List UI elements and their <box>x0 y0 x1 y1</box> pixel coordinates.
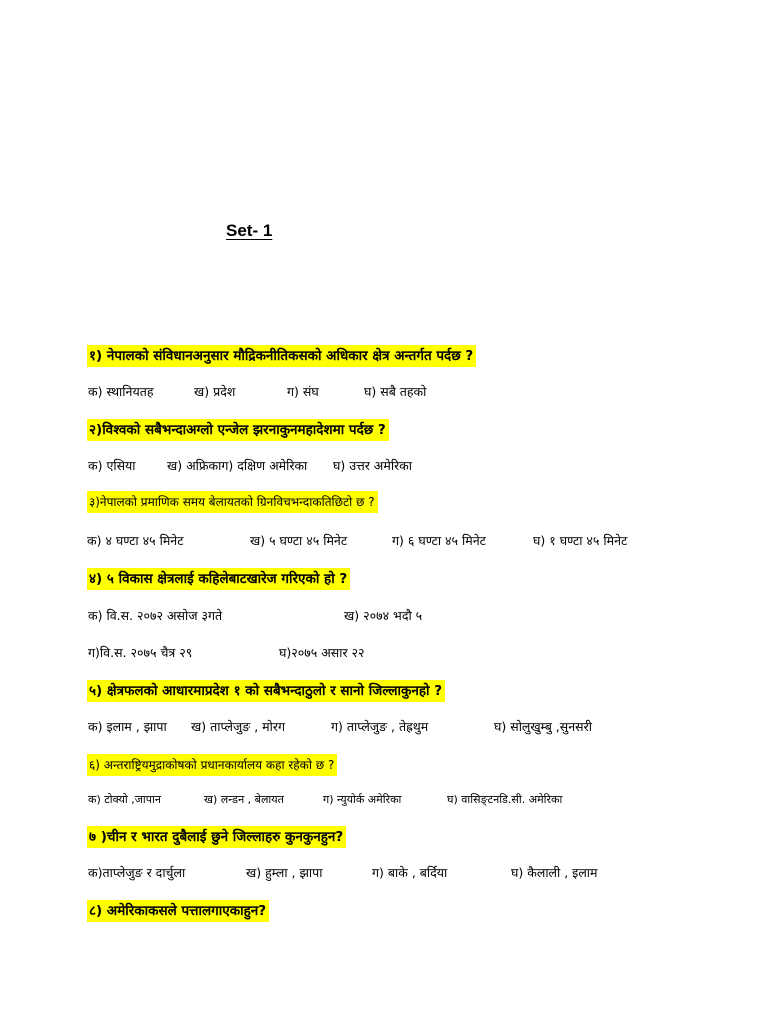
option: ख) अफ्रिकाग) दक्षिण अमेरिका <box>167 458 308 473</box>
option: क)ताप्लेजुङ र दार्चुला <box>88 865 186 880</box>
option: क) वि.स. २०७२ असोज ३गते <box>88 608 223 623</box>
question-3-options <box>87 531 627 551</box>
question-4-options-row-1 <box>88 606 422 626</box>
question-6: ६) अन्तराष्ट्रियमुद्राकोषको प्रधानकार्यालय कहा रहेको छ ? <box>87 754 337 776</box>
option: ग) ६ घण्टा ४५ मिनेट <box>392 533 486 548</box>
option: घ) १ घण्टा ४५ मिनेट <box>533 533 628 548</box>
option: ग) संघ <box>287 384 319 399</box>
question-4: ४) ५ विकास क्षेत्रलाई कहिलेबाटखारेज गरिएको हो ? <box>87 568 350 590</box>
option: ग) बाके , बर्दिया <box>372 865 448 880</box>
option: ख) ताप्लेजुङ , मोरग <box>191 719 286 734</box>
option: घ)२०७५ असार २२ <box>279 645 365 660</box>
question-8: ८) अमेरिकाकसले पत्तालगाएकाहुन? <box>87 900 269 922</box>
question-1-options <box>88 382 426 402</box>
option: घ) उत्तर अमेरिका <box>333 458 413 473</box>
question-5: ५) क्षेत्रफलको आधारमाप्रदेश १ को सबैभन्दाठुलो र सानो जिल्लाकुनहो ? <box>87 680 445 702</box>
option: घ) वासिङ्टनडि.सी. अमेरिका <box>447 793 563 806</box>
option: क) एसिया <box>88 458 136 473</box>
option: ख) हुम्ला , झापा <box>246 865 323 880</box>
question-7: ७ )चीन र भारत दुबैलाई छुने जिल्लाहरु कुनकुनहुन? <box>87 826 346 848</box>
question-6-options <box>88 790 562 810</box>
question-2-options <box>88 456 412 476</box>
set-title: Set- 1 <box>226 221 273 240</box>
option: क) इलाम , झापा <box>88 719 167 734</box>
question-5-options <box>88 717 592 737</box>
option: ख) २०७४ भदौ ५ <box>344 608 423 623</box>
option: घ) कैलाली , इलाम <box>511 865 598 880</box>
option: ख) लन्डन , बेलायत <box>204 793 284 806</box>
question-1: १) नेपालको संविधानअनुसार मौद्रिकनीतिकसको अधिकार क्षेत्र अन्तर्गत पर्दछ ? <box>87 345 476 367</box>
option: ग) ताप्लेजुङ , तेह्रथुम <box>331 719 429 734</box>
question-2: २)विश्वको सबैभन्दाअग्लो एन्जेल झरनाकुनमहादेशमा पर्दछ ? <box>87 419 389 441</box>
question-4-options-row-2 <box>88 643 365 663</box>
option: क) ४ घण्टा ४५ मिनेट <box>87 533 184 548</box>
option: घ) सोलुखुम्बु ,सुनसरी <box>494 719 592 734</box>
option: ग)वि.स. २०७५ चैत्र २९ <box>88 645 193 660</box>
question-3: ३)नेपालको प्रमाणिक समय बेलायतको ग्रिनविचभन्दाकतिछिटो छ ? <box>87 491 378 513</box>
option: ख) प्रदेश <box>194 384 236 399</box>
option: ख) ५ घण्टा ४५ मिनेट <box>250 533 348 548</box>
question-7-options <box>88 863 598 883</box>
option: क) टोक्यो ,जापान <box>88 793 161 806</box>
option: घ) सबै तहको <box>364 384 427 399</box>
option: क) स्थानियतह <box>88 384 154 399</box>
option: ग) न्युयोर्क अमेरिका <box>323 793 402 806</box>
